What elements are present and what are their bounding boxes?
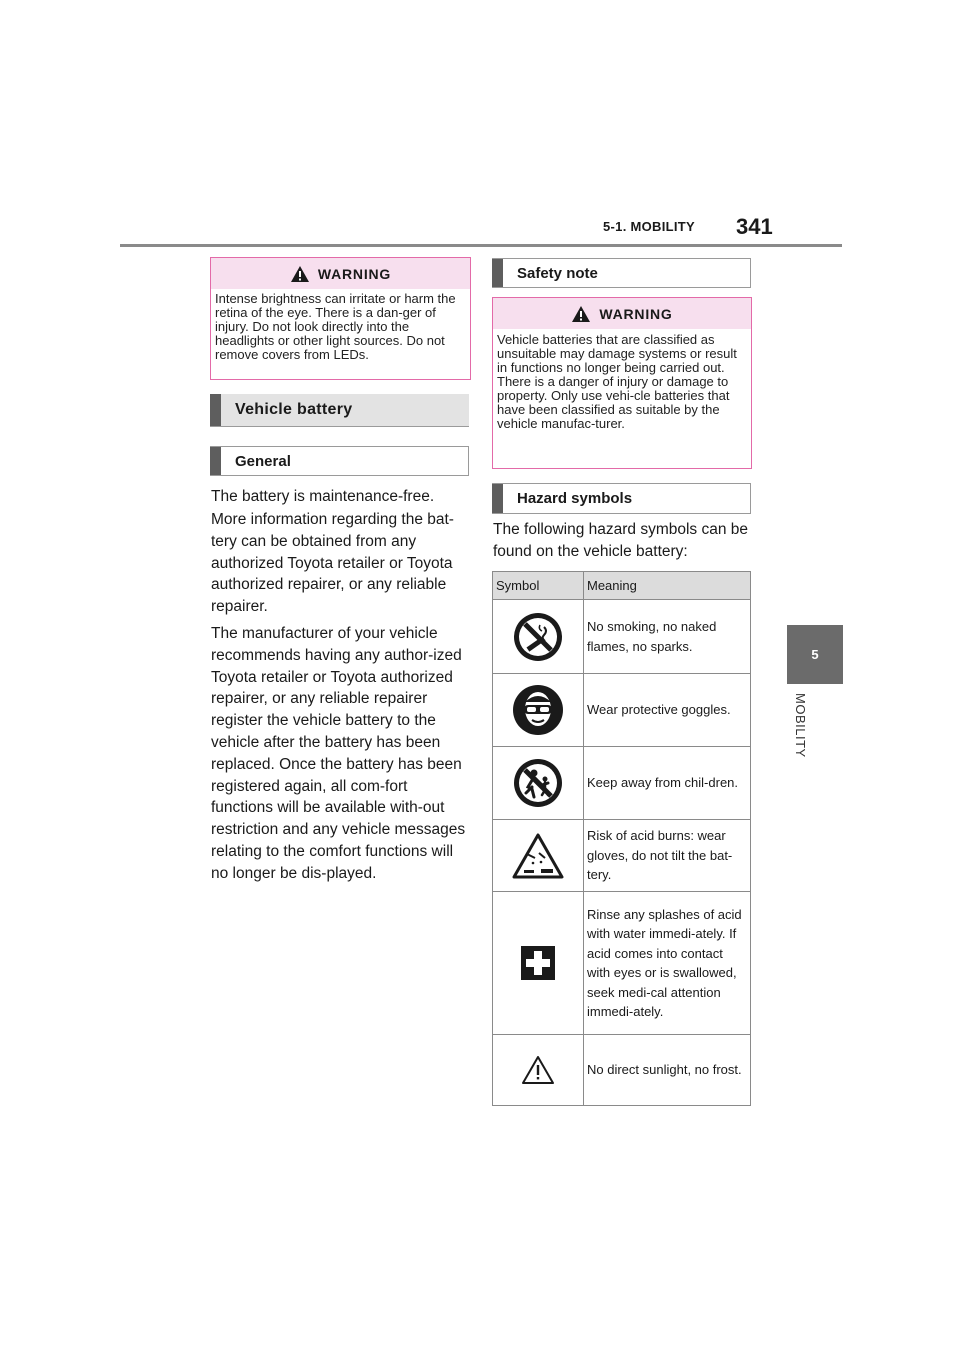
warning-title: WARNING xyxy=(599,305,673,322)
table-row xyxy=(493,1035,751,1106)
heading-marker xyxy=(210,447,221,475)
warning-box-battery xyxy=(492,297,752,469)
warning-triangle-icon xyxy=(571,305,591,323)
meaning-cell: Wear protective goggles. xyxy=(584,674,751,747)
table-row xyxy=(493,674,751,747)
hazard-symbols-heading xyxy=(492,483,751,514)
header-divider xyxy=(120,244,842,247)
acid-burn-icon xyxy=(511,832,565,880)
caution-triangle-icon xyxy=(521,1055,555,1085)
heading-marker xyxy=(492,484,503,513)
first-aid-icon xyxy=(521,946,555,980)
chapter-label: MOBILITY xyxy=(793,693,808,758)
warning-triangle-icon xyxy=(290,265,310,283)
keep-away-children-icon xyxy=(512,757,564,809)
table-row xyxy=(493,820,751,892)
section-title: 5-1. MOBILITY xyxy=(603,219,696,234)
vehicle-battery-heading xyxy=(210,394,469,427)
heading-marker xyxy=(210,394,221,426)
column-header-symbol: Symbol xyxy=(493,572,584,600)
chapter-number: 5 xyxy=(811,647,819,662)
no-smoking-icon xyxy=(512,611,564,663)
warning-text: Intense brightness can irritate or harm the retina of the eye. There is a dan-ger of injury. Do not look directly into the headlights or other light sources. Do not remove covers from LEDs. xyxy=(215,291,456,362)
safety-note-heading xyxy=(492,258,751,288)
hazard-symbols-table xyxy=(492,571,751,1106)
warning-title: WARNING xyxy=(317,265,392,282)
meaning-cell: No direct sunlight, no frost. xyxy=(584,1035,751,1106)
paragraph-more-info: More information regarding the bat-tery can be obtained from any authorized Toyota retailer or Toyota authorized repairer, or any reliable repairer. xyxy=(211,511,454,616)
general-heading xyxy=(210,446,469,476)
page-number: 341 xyxy=(736,214,773,239)
heading-text: Hazard symbols xyxy=(517,490,633,507)
chapter-tab[interactable] xyxy=(787,625,843,684)
warning-text: Vehicle batteries that are classified as unsuitable may damage systems or result in functions no longer being carried out. There is a danger of injury or damage to property. Only use vehi-cle batteries that have been classified as suitable by the vehicle manufac-turer. xyxy=(497,332,737,431)
paragraph-registration: The manufacturer of your vehicle recommends having any author-ized Toyota retailer or Toyota authorized repairer, or any reliable repairer register the vehicle battery to the vehicle after the battery has been replaced. Once the battery has been registered again, all com-fort functions will be available with-out restriction and any vehicle messages relating to the comfort functions will no longer be dis-played. xyxy=(211,625,466,882)
meaning-cell: No smoking, no naked flames, no sparks. xyxy=(584,600,751,674)
meaning-cell: Rinse any splashes of acid with water immedi-ately. If acid comes into contact with eyes or is swallowed, seek medi-cal attention immedi-ately. xyxy=(584,892,751,1035)
warning-header xyxy=(493,298,751,329)
table-header-row xyxy=(493,572,751,600)
heading-text: Safety note xyxy=(517,264,598,282)
heading-text: Vehicle battery xyxy=(235,401,353,418)
hazard-intro: The following hazard symbols can be found on the vehicle battery: xyxy=(493,521,749,560)
warning-box-headlights xyxy=(210,257,471,380)
table-row xyxy=(493,600,751,674)
meaning-cell: Risk of acid burns: wear gloves, do not tilt the bat-tery. xyxy=(584,820,751,892)
protective-goggles-icon xyxy=(512,684,564,736)
table-row xyxy=(493,892,751,1035)
warning-header xyxy=(211,258,470,289)
column-header-meaning: Meaning xyxy=(584,572,751,600)
heading-text: General xyxy=(235,452,291,470)
heading-marker xyxy=(492,259,503,287)
paragraph-maintenance: The battery is maintenance-free. xyxy=(211,488,435,505)
meaning-cell: Keep away from chil-dren. xyxy=(584,747,751,820)
table-row xyxy=(493,747,751,820)
